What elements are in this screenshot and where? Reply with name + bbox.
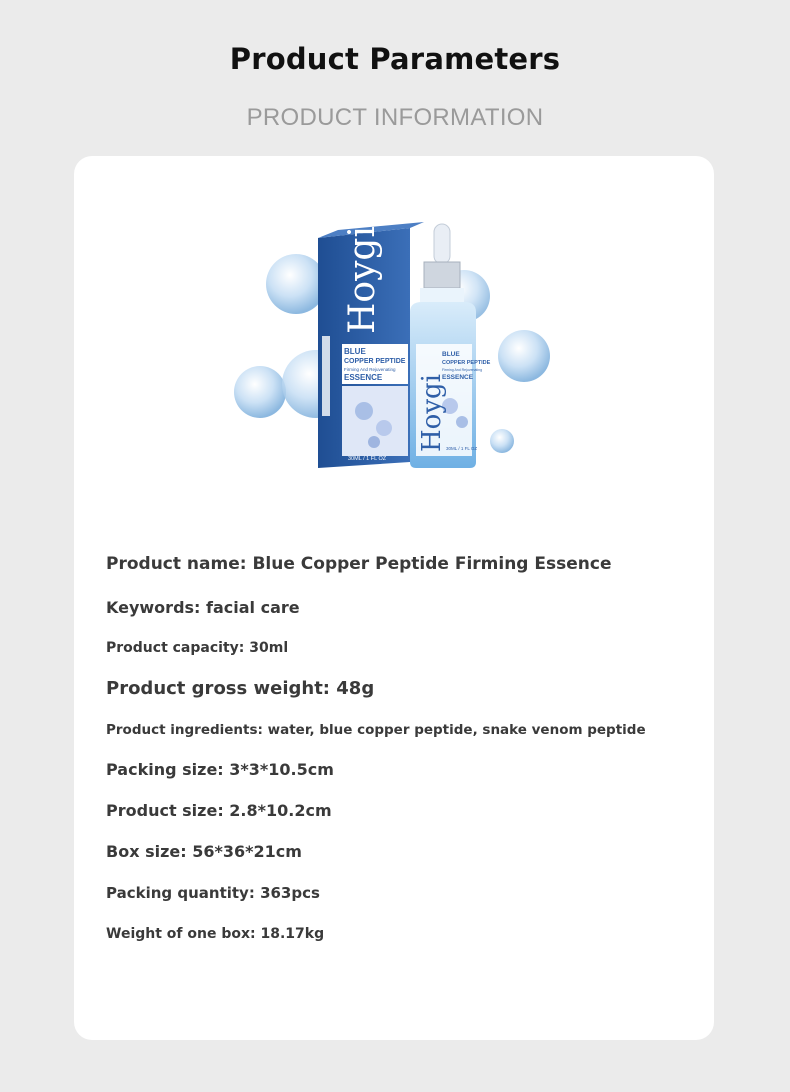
param-label: Product ingredients: <box>106 722 268 738</box>
param-packing-size <box>106 760 334 779</box>
param-gross-weight <box>106 678 374 699</box>
param-packing-quantity <box>106 884 320 902</box>
box-label-line2: COPPER PEPTIDE <box>344 358 406 365</box>
box-label-line1: BLUE <box>344 347 366 356</box>
param-box-weight <box>106 926 324 942</box>
param-label: Box size: <box>106 842 193 861</box>
box-label-line4: ESSENCE <box>344 373 383 382</box>
param-value: 363pcs <box>260 884 320 902</box>
bubble-decor <box>490 429 514 453</box>
product-box <box>318 222 424 468</box>
param-product-name <box>106 554 612 574</box>
param-product-size <box>106 801 332 820</box>
param-value: 2.8*10.2cm <box>229 801 332 820</box>
param-box-size <box>106 842 302 861</box>
bottle-label-line2: COPPER PEPTIDE <box>442 360 491 366</box>
bottle-label-line4: ESSENCE <box>442 374 474 381</box>
param-keywords <box>106 598 300 617</box>
bottle-label-line1: BLUE <box>442 351 460 358</box>
param-label: Packing size: <box>106 760 230 779</box>
param-value: 56*36*21cm <box>192 842 302 861</box>
param-label: Weight of one box: <box>106 926 261 942</box>
param-ingredients <box>106 722 646 738</box>
param-label: Product name: <box>106 554 253 574</box>
param-value: 18.17kg <box>260 926 325 942</box>
box-brand: Hoygi <box>342 226 383 334</box>
param-label: Product capacity: <box>106 640 250 656</box>
param-value: water, blue copper peptide, snake venom peptide <box>267 722 646 738</box>
bubble-decor <box>234 366 286 418</box>
param-value: facial care <box>206 598 300 617</box>
bottle-label-line3: Firming And Rejuvenating <box>442 368 483 372</box>
param-value: 48g <box>336 678 375 699</box>
bottle-volume: 30ML / 1 FL OZ <box>446 446 478 451</box>
param-capacity <box>106 640 288 656</box>
bottle-brand: Hoygi <box>417 374 447 452</box>
param-label: Product size: <box>106 801 230 820</box>
page-title: Product Parameters <box>229 42 561 76</box>
param-label: Packing quantity: <box>106 884 261 902</box>
param-label: Product gross weight: <box>106 678 337 699</box>
param-value: 30ml <box>249 640 289 656</box>
box-volume: 30ML / 1 FL OZ <box>348 456 387 462</box>
dropper-bottle <box>410 224 491 468</box>
product-image <box>224 216 564 486</box>
page-subtitle: PRODUCT INFORMATION <box>246 104 544 131</box>
product-info-card <box>74 156 714 1040</box>
param-value: 3*3*10.5cm <box>229 760 334 779</box>
box-label-line3: Firming And Rejuvenating <box>344 367 396 372</box>
param-label: Keywords: <box>106 598 207 617</box>
bubble-decor <box>498 330 550 382</box>
param-value: Blue Copper Peptide Firming Essence <box>252 554 612 574</box>
bubble-decor <box>266 254 326 314</box>
